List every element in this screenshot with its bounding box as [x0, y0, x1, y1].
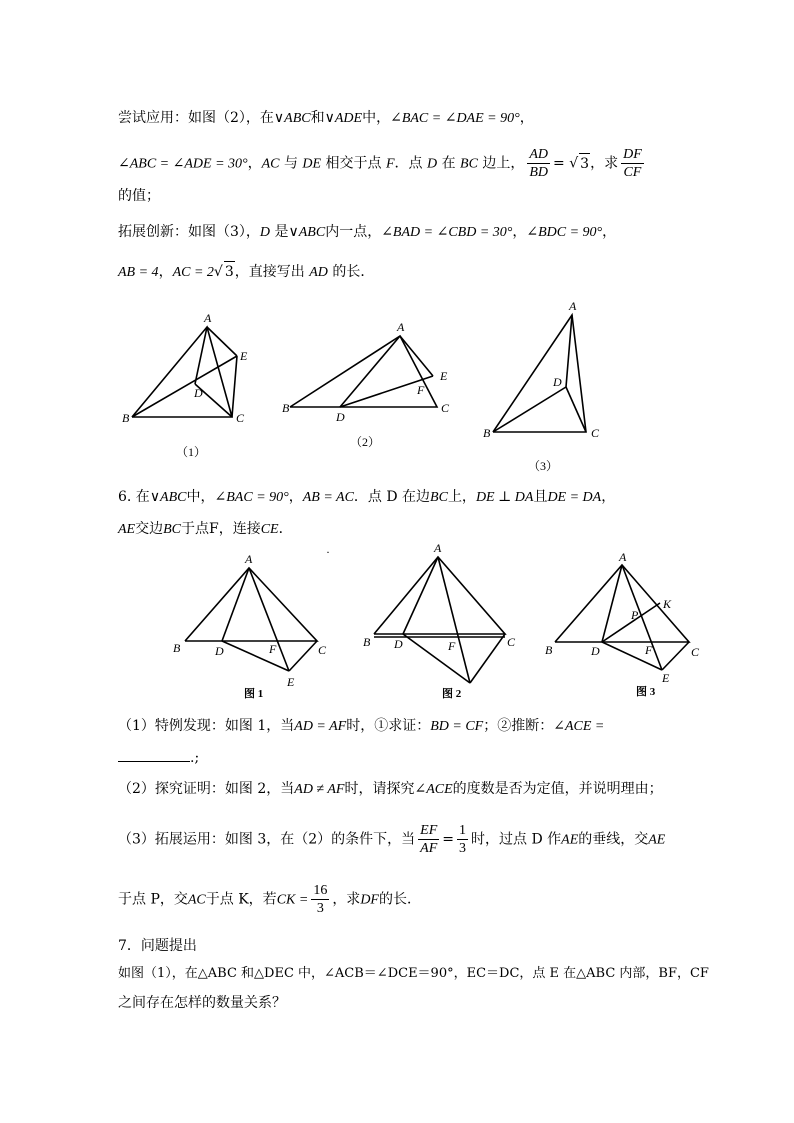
text: （2）探究证明：如图 2，当: [118, 781, 295, 797]
math: CE: [260, 522, 279, 537]
text: （3）拓展运用：如图 3，在（2）的条件下，当: [118, 831, 416, 848]
label-e: E: [287, 675, 295, 689]
denominator: 3: [459, 841, 467, 856]
math: BD = CF: [430, 719, 484, 734]
text: 的长．: [327, 264, 375, 280]
math: AE: [648, 832, 666, 848]
figure-caption-fig1: 图 1: [244, 688, 264, 700]
label-c: C: [691, 645, 700, 659]
text: ，: [158, 264, 173, 280]
text: ，: [288, 489, 303, 505]
figure-caption-fig3: 图 3: [636, 686, 656, 698]
text: ，直接写出: [234, 264, 310, 280]
label-c: C: [591, 426, 600, 440]
paragraph-value: 的值；: [118, 188, 160, 204]
label-c: C: [507, 635, 516, 649]
label-c: C: [441, 401, 450, 415]
question-7-line-2: 之间存在怎样的数量关系？: [118, 995, 286, 1011]
label-d: D: [591, 644, 600, 658]
fraction-one-third: [457, 822, 468, 857]
fraction-16-3: [311, 882, 329, 917]
math: DE = DA: [547, 490, 602, 505]
math: ∠ACE: [414, 782, 453, 797]
math: CK =: [276, 892, 309, 908]
text: 中，: [186, 489, 215, 505]
text: 相交于点: [321, 155, 386, 172]
label-a: A: [204, 311, 212, 325]
fraction-ef-af: [418, 822, 439, 857]
label-d: D: [194, 386, 203, 400]
figure-caption-fig2: 图 2: [442, 688, 462, 700]
numerator: 1: [459, 823, 467, 838]
denominator: BD: [529, 165, 549, 180]
text: ，: [247, 155, 262, 172]
math: AB = 4: [118, 265, 159, 280]
label-e: E: [662, 671, 670, 685]
text: 尝试应用：如图（2），在: [118, 110, 274, 126]
text: ，: [602, 224, 617, 240]
text: 于点 K，若: [205, 891, 277, 908]
math: AD = AF: [294, 719, 347, 734]
math: AB = AC: [302, 490, 354, 505]
text: .;: [190, 750, 200, 766]
label-f: F: [417, 383, 425, 397]
figure-fig3: [555, 565, 689, 670]
text: =: [553, 155, 570, 172]
text: ．点: [394, 155, 427, 172]
paragraph-conditions: ∠ABC = ∠ADE = 30°，AC 与 DE 相交于点 F．点 D 在 BC 边上， $\frac{AD}{BD}$ = √ 3，求 $\frac{DF}{CF}$: [118, 147, 642, 180]
math: D: [427, 156, 438, 172]
sqrt: 3: [579, 153, 590, 174]
figure-fig2: [374, 557, 505, 683]
math: D: [259, 225, 271, 240]
math: AC = 2: [172, 265, 214, 280]
answer-blank-line: [118, 747, 199, 768]
text: 内一点，: [325, 224, 382, 240]
math: ∨ABC: [273, 111, 311, 126]
text: 与: [279, 155, 303, 172]
math: ∨ABC: [149, 490, 187, 505]
text: 的垂线，交: [578, 831, 649, 848]
text: 时，过点 D 作: [471, 831, 562, 848]
math: ∨ABC: [288, 225, 326, 240]
label-d: D: [336, 410, 345, 424]
numerator: DF: [623, 147, 642, 162]
question-6-part-3-cont: [118, 882, 421, 917]
text: 时，请探究: [344, 781, 415, 797]
figure-3: [493, 315, 586, 432]
text: 是: [270, 224, 289, 240]
math: ∠BAC = 90°: [214, 490, 289, 505]
label-d: D: [394, 637, 403, 651]
math: DE: [302, 156, 322, 172]
figure-caption-2: （2）: [350, 435, 381, 449]
label-f: F: [645, 643, 653, 657]
question-6-stem-cont: [118, 519, 293, 540]
numerator: 16: [313, 883, 328, 898]
question-6-part-2: [118, 779, 663, 800]
text: 和: [310, 110, 325, 126]
denominator: 3: [316, 901, 324, 916]
math: ∠BAD = ∠CBD = 30°: [381, 225, 513, 240]
math: BC: [163, 522, 181, 537]
math: ∠ACE =: [553, 719, 605, 734]
label-d: D: [553, 375, 562, 389]
numerator: EF: [420, 823, 438, 838]
label-b: B: [545, 643, 553, 657]
text: ；②推断：: [483, 718, 554, 734]
paragraph-ab-ac: AB = 4，AC = 2√ 3，直接写出 AD 的长．: [118, 261, 374, 283]
label-a: A: [397, 320, 405, 334]
text: =: [442, 831, 455, 848]
text: 时，①求证：: [346, 718, 431, 734]
label-d: D: [215, 644, 224, 658]
math: F: [385, 156, 395, 172]
text: （1）特例发现：如图 1，当: [118, 718, 295, 734]
label-f: F: [269, 642, 277, 656]
text: ．点 D 在边: [353, 489, 431, 505]
text: 在: [437, 155, 461, 172]
math: ∠BDC = 90°: [526, 225, 603, 240]
label-a: A: [619, 550, 627, 564]
text: 上，: [447, 489, 476, 505]
math: AD: [309, 265, 328, 280]
question-7-line-1: 如图（1），在△ABC 和△DEC 中，∠ACB＝∠DCE＝90°，EC＝DC，点 E 在△ABC 内部，BF，CF: [118, 966, 709, 981]
label-k: K: [663, 597, 672, 611]
text: 于点 P，交: [118, 891, 188, 908]
figure-fig1: [185, 568, 317, 671]
text: 且: [533, 489, 548, 505]
math: AC: [187, 892, 206, 908]
math: AC: [261, 156, 280, 172]
text: 中，: [362, 110, 391, 126]
figure-1: [132, 327, 237, 417]
label-e: E: [440, 369, 448, 383]
text: ，: [519, 110, 534, 126]
label-c: C: [318, 643, 327, 657]
text: 的长．: [378, 891, 421, 908]
math: DE ⊥ DA: [475, 490, 534, 505]
question-6-stem: [118, 487, 615, 508]
text: 交边: [135, 521, 164, 537]
math: ∠ABC = ∠ADE = 30°: [118, 156, 248, 172]
label-b: B: [122, 411, 130, 425]
text: 6. 在: [118, 489, 150, 505]
math: AD ≠ AF: [294, 782, 345, 797]
text: 于点F，连接: [181, 521, 261, 537]
label-a: A: [245, 552, 253, 566]
figure-2: [290, 336, 437, 407]
text: ，求: [332, 891, 361, 908]
text: ，: [512, 224, 527, 240]
label-b: B: [282, 401, 290, 415]
text: 边上，: [477, 155, 525, 172]
math: AE: [118, 522, 136, 537]
text: 拓展创新：如图（3），: [118, 224, 260, 240]
text: ，求: [590, 155, 619, 172]
label-f: F: [448, 639, 456, 653]
denominator: CF: [623, 165, 642, 180]
sqrt: 3: [224, 261, 235, 282]
math: ∨ADE: [324, 111, 363, 126]
text: 的度数是否为定值，并说明理由；: [452, 781, 663, 797]
math: BC: [430, 490, 448, 505]
math: BC: [460, 156, 478, 172]
denominator: AF: [420, 841, 438, 856]
math: AE: [561, 832, 579, 848]
label-b: B: [363, 635, 371, 649]
label-b: B: [173, 641, 181, 655]
label-a: A: [569, 299, 577, 313]
label-b: B: [483, 426, 491, 440]
answer-blank[interactable]: [118, 747, 190, 762]
question-6-part-3: [118, 822, 665, 857]
math: ∠BAC = ∠DAE = 90°: [390, 111, 520, 126]
math: DF: [360, 892, 379, 908]
label-p: P: [631, 608, 639, 622]
label-c: C: [236, 411, 245, 425]
label-a: A: [434, 541, 442, 555]
stray-dot: ·: [326, 545, 330, 559]
figure-caption-1: （1）: [176, 445, 207, 459]
text: ，: [601, 489, 616, 505]
label-e: E: [240, 349, 248, 363]
question-7-title: 7．问题提出: [118, 938, 197, 954]
question-6-part-1: [118, 716, 604, 737]
figure-caption-3: （3）: [528, 459, 559, 473]
text: ．: [278, 521, 293, 537]
numerator: AD: [529, 147, 549, 162]
